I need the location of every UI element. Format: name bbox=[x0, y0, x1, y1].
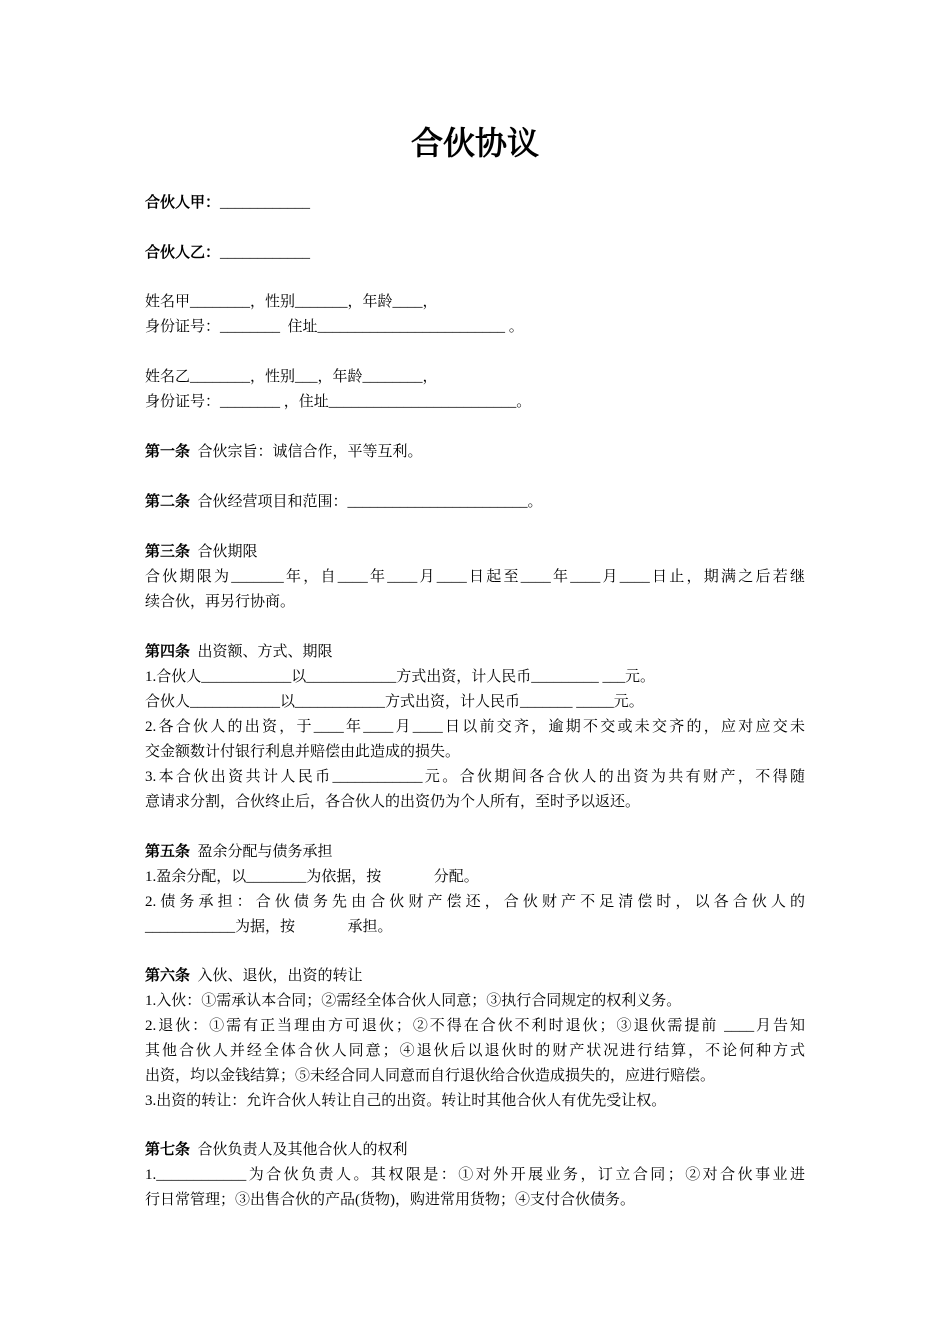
line-text: 合伙宗旨：诚信合作，平等互利。 bbox=[190, 444, 423, 460]
line-text: 交金额数计付银行利息并赔偿由此造成的损失。 bbox=[145, 744, 461, 760]
line-text: 行日常管理；③出售合伙的产品(货物)，购进常用货物；④支付合伙债务。 bbox=[145, 1192, 635, 1208]
line-text: 1.盈余分配，以________为依据，按 分配。 bbox=[145, 869, 479, 885]
document-line bbox=[145, 365, 805, 390]
clause-heading-line bbox=[145, 640, 805, 665]
document-line bbox=[145, 790, 805, 815]
document-line bbox=[145, 290, 805, 315]
bold-label: 第五条 bbox=[145, 844, 191, 860]
line-text: 续合伙，再另行协商。 bbox=[145, 594, 296, 610]
document-line bbox=[145, 565, 805, 590]
document-line bbox=[145, 690, 805, 715]
line-text: 盈余分配与债务承担 bbox=[190, 844, 333, 860]
line-text: 合伙期限为_______年，自____年____月____日起至____年____月____日止，期满之后若继 bbox=[145, 569, 805, 585]
line-text: 其他合伙人并经全体合伙人同意；④退伙后以退伙时的财产状况进行结算，不论何种方式 bbox=[145, 1043, 805, 1059]
line-text: 1.入伙：①需承认本合同；②需经全体合伙人同意；③执行合同规定的权利义务。 bbox=[145, 993, 682, 1009]
clause-heading-line bbox=[145, 964, 805, 989]
bold-label: 合伙人乙： bbox=[145, 245, 221, 261]
line-text: 出资额、方式、期限 bbox=[190, 644, 333, 660]
document-line bbox=[145, 590, 805, 615]
line-text: 合伙经营项目和范围：________________________。 bbox=[190, 494, 543, 510]
line-text: ____________为据，按 承担。 bbox=[145, 919, 393, 935]
clause-heading-line bbox=[145, 191, 805, 216]
line-text: 3.出资的转让：允许合伙人转让自己的出资。转让时其他合伙人有优先受让权。 bbox=[145, 1093, 667, 1109]
document-line bbox=[145, 1039, 805, 1064]
document-line bbox=[145, 665, 805, 690]
document-line bbox=[145, 1014, 805, 1039]
bold-label: 第六条 bbox=[145, 968, 191, 984]
line-text: 2.退伙：①需有正当理由方可退伙；②不得在合伙不利时退伙；③退伙需提前 ____月告知 bbox=[145, 1018, 805, 1034]
document-line bbox=[145, 890, 805, 915]
clause-heading-line bbox=[145, 440, 805, 465]
line-text: 3.本合伙出资共计人民币____________元。合伙期间各合伙人的出资为共有财产，不得随 bbox=[145, 769, 805, 785]
document-line bbox=[145, 989, 805, 1014]
document-line bbox=[145, 1188, 805, 1213]
line-text: 姓名乙________，性别___，年龄________， bbox=[145, 369, 438, 385]
line-text: 姓名甲________，性别_______，年龄____， bbox=[145, 294, 438, 310]
line-text: 合伙期限 bbox=[190, 544, 258, 560]
document-line bbox=[145, 1064, 805, 1089]
document-line bbox=[145, 315, 805, 340]
line-text: 2.各合伙人的出资，于____年____月____日以前交齐，逾期不交或未交齐的，应对应交未 bbox=[145, 719, 805, 735]
bold-label: 第一条 bbox=[145, 444, 191, 460]
document-line bbox=[145, 765, 805, 790]
bold-label: 第四条 bbox=[145, 644, 191, 660]
clause-heading-line bbox=[145, 840, 805, 865]
clause-heading-line bbox=[145, 490, 805, 515]
line-text: ____________ bbox=[220, 245, 311, 261]
bold-label: 第七条 bbox=[145, 1142, 191, 1158]
line-text: 1.____________为合伙负责人。其权限是：①对外开展业务，订立合同；②对合伙事业进 bbox=[145, 1167, 805, 1183]
document-line bbox=[145, 1089, 805, 1114]
clause-heading-line bbox=[145, 241, 805, 266]
line-text: 出资，均以金钱结算；⑤未经合同人同意而自行退伙给合伙造成损失的，应进行赔偿。 bbox=[145, 1068, 716, 1084]
line-text: 身份证号：________ ，住址_________________________。 bbox=[145, 394, 532, 410]
document-title: 合伙协议 bbox=[410, 125, 539, 161]
bold-label: 第二条 bbox=[145, 494, 191, 510]
line-text: 意请求分割，合伙终止后，各合伙人的出资仍为个人所有，至时予以返还。 bbox=[145, 794, 641, 810]
document-line bbox=[145, 865, 805, 890]
document-line bbox=[145, 1163, 805, 1188]
line-text: 2.债务承担：合伙债务先由合伙财产偿还，合伙财产不足清偿时，以各合伙人的 bbox=[145, 894, 805, 910]
document-line bbox=[145, 715, 805, 740]
bold-label: 第三条 bbox=[145, 544, 191, 560]
line-text: ____________ bbox=[220, 195, 311, 211]
line-text: 入伙、退伙，出资的转让 bbox=[190, 968, 363, 984]
document-line bbox=[145, 915, 805, 940]
clause-heading-line bbox=[145, 540, 805, 565]
document-line bbox=[145, 390, 805, 415]
bold-label: 合伙人甲： bbox=[145, 195, 221, 211]
clause-heading-line bbox=[145, 1138, 805, 1163]
line-text: 身份证号：________ 住址_________________________ 。 bbox=[145, 319, 524, 335]
line-text: 合伙人____________以____________方式出资，计人民币_______ _____元。 bbox=[145, 694, 644, 710]
line-text: 1.合伙人____________以____________方式出资，计人民币_________ ___元。 bbox=[145, 669, 656, 685]
line-text: 合伙负责人及其他合伙人的权利 bbox=[190, 1142, 408, 1158]
document-line bbox=[145, 740, 805, 765]
